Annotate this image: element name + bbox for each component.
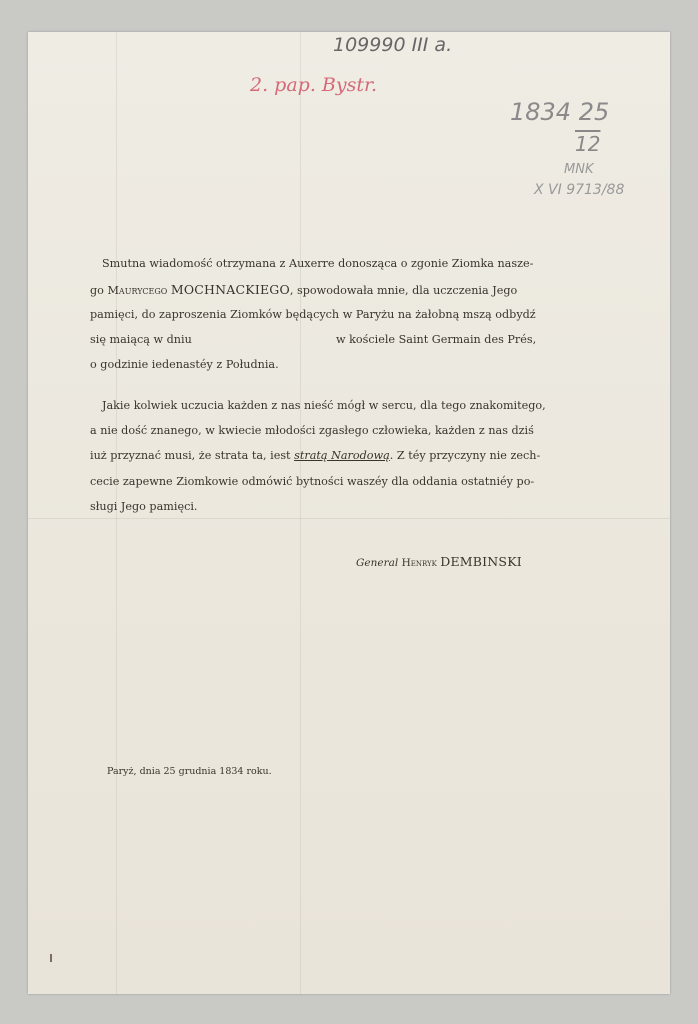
handwritten-collection: MNK <box>564 162 594 177</box>
paragraph1-line3 <box>90 308 536 321</box>
paragraph1-line5 <box>90 358 279 371</box>
handwritten-red-note: 2. pap. Bystr. <box>250 74 378 96</box>
text-line: Smutna wiadomość otrzymana z Auxerre donosząca o zgonie Ziomka nasze- <box>102 257 534 270</box>
text-line: Jakie kolwiek uczucia każden z nas nieść mógł w sercu, dla tego znakomitego, <box>102 399 546 412</box>
signature-rank: General <box>356 557 399 569</box>
text-line: sługi Jego pamięci. <box>90 500 198 513</box>
fold-line-vertical-left <box>116 32 117 994</box>
paragraph1-line1 <box>102 257 533 270</box>
text-fragment: się maiącą w dniu <box>90 333 192 346</box>
paragraph2-line3 <box>90 449 540 462</box>
name-first: Maurycego <box>107 284 168 297</box>
handwritten-date-fraction: 12 <box>575 132 601 156</box>
fold-line-vertical <box>300 32 301 994</box>
paragraph2-line1 <box>102 399 546 412</box>
paragraph2-line5 <box>90 500 197 513</box>
text-fragment: iuż przyznać musi, że strata ta, iest <box>90 449 291 462</box>
paragraph1-line2 <box>90 282 517 297</box>
handwritten-inventory-number: 109990 III a. <box>333 34 453 56</box>
signature-first-name: Henryk <box>401 557 437 569</box>
paragraph1-line4-church <box>336 333 536 346</box>
paper-mark <box>50 954 52 962</box>
handwritten-date: 1834 25 <box>510 98 610 126</box>
document-sheet <box>28 32 670 994</box>
text-line: o godzinie iedenastéy z Południa. <box>90 358 279 371</box>
text-fragment: w kościele Saint Germain des Prés, <box>336 333 537 346</box>
name-surname: MOCHNACKIEGO <box>170 282 290 297</box>
paragraph2-line2 <box>90 424 534 437</box>
text-line: a nie dość znanego, w kwiecie młodości zgasłego człowieka, każden z nas dziś <box>90 424 534 437</box>
paragraph2-line4 <box>90 475 534 488</box>
paragraph1-line4 <box>90 333 192 346</box>
place-date: Paryż, dnia 25 grudnia 1834 roku. <box>107 766 272 777</box>
signature-surname: DEMBINSKI <box>440 554 522 569</box>
emphasis-national-loss: stratą Narodową <box>294 449 390 462</box>
text-line: cecie zapewne Ziomkowie odmówić bytności waszéy dla oddania ostatniéy po- <box>90 475 535 488</box>
text-fragment: , spowodowała mnie, dla uczczenia Jego <box>289 284 518 297</box>
text-fragment: . Z téy przyczyny nie zech- <box>389 449 541 462</box>
fold-line-horizontal <box>28 518 670 519</box>
signature <box>356 554 522 569</box>
text-fragment: go <box>90 284 104 297</box>
handwritten-inventory: X VI 9713/88 <box>534 182 625 198</box>
text-line: pamięci, do zaproszenia Ziomków będących w Paryżu na żałobną mszą odbydź <box>90 308 536 321</box>
